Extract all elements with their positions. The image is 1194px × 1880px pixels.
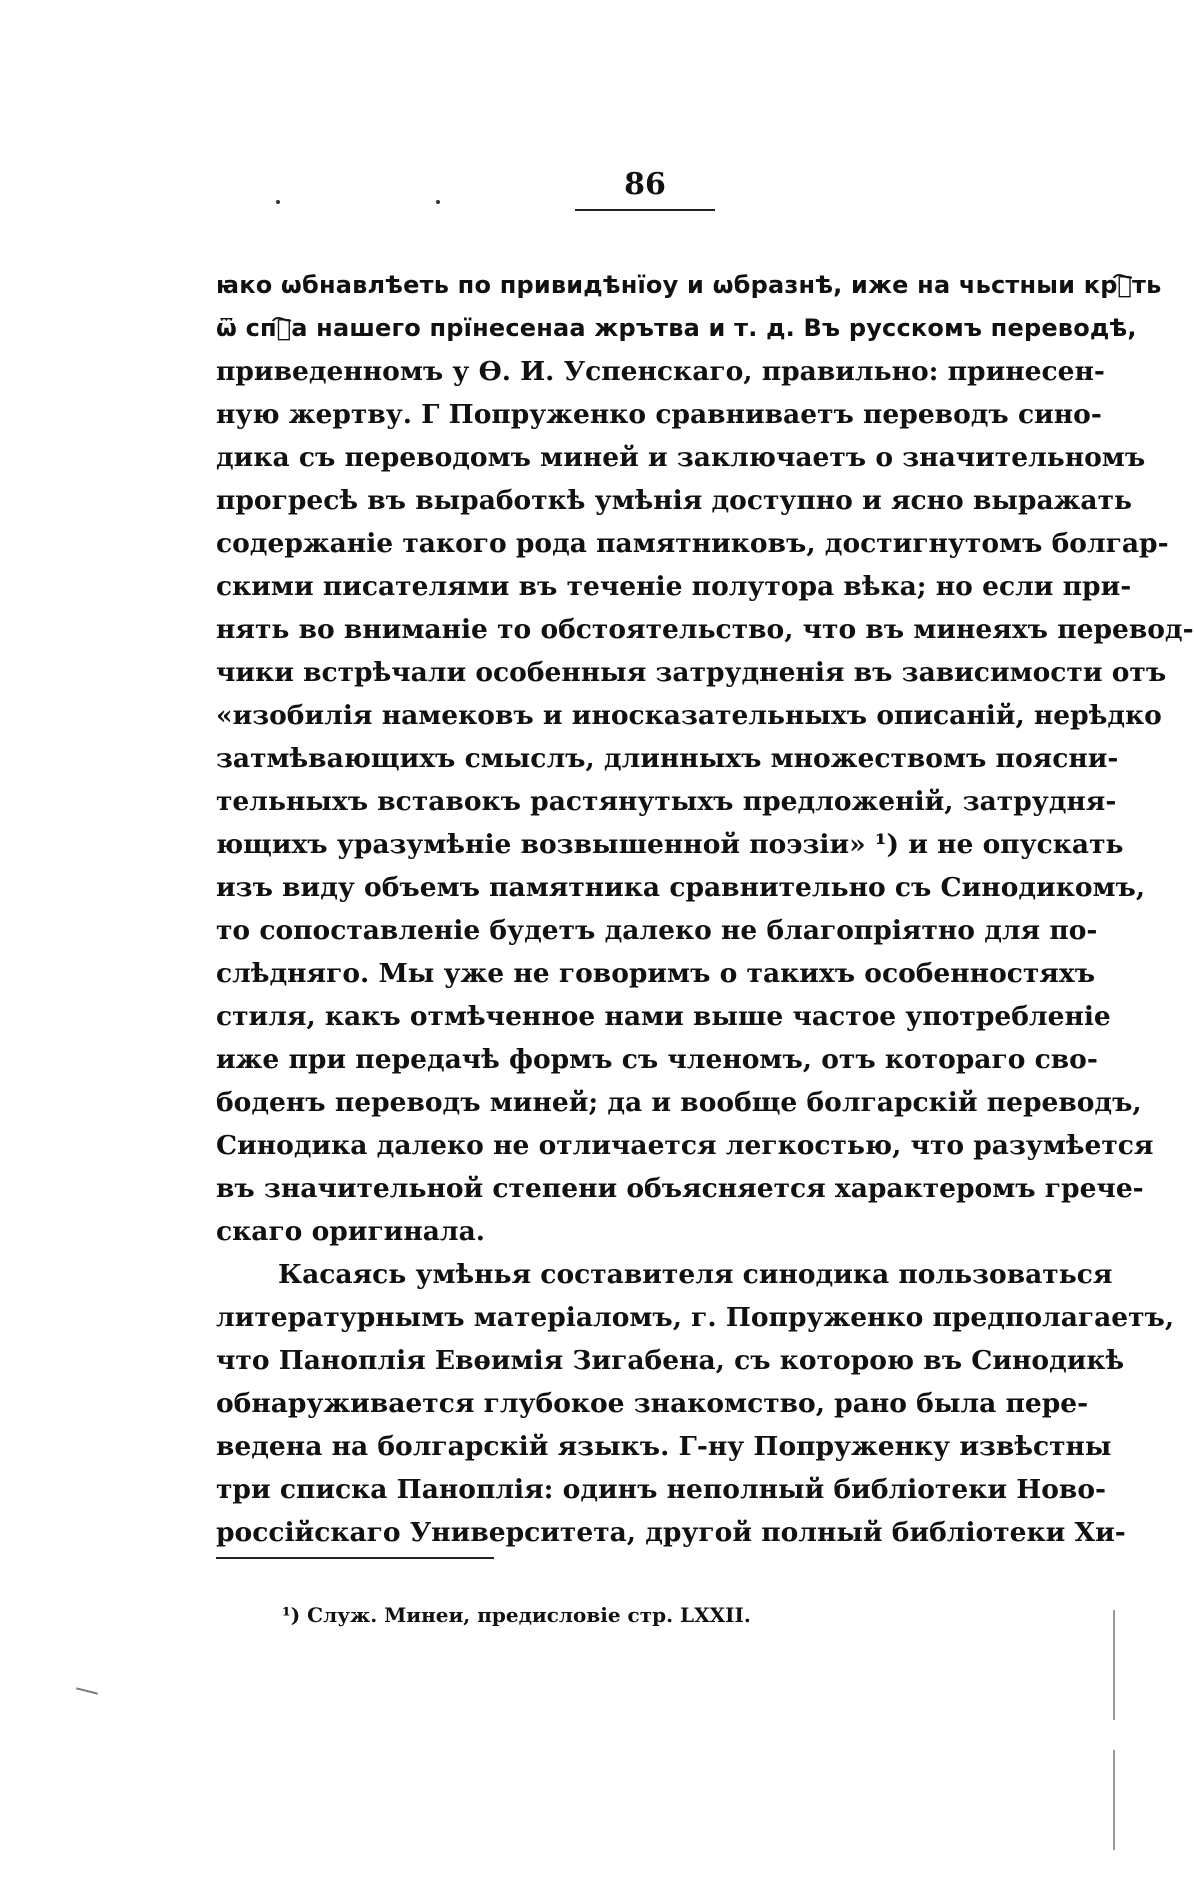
- text-line: то сопоставленіе будетъ далеко не благопріятно для по-: [216, 915, 1098, 946]
- text-line: ѿ спⷭ҇а нашего прїнесенаа жрътва и т. д. Въ русскомъ переводѣ,: [216, 314, 1137, 342]
- text-line: ную жертву. Г Попруженко сравниваетъ переводъ сино-: [216, 399, 1102, 430]
- text-line: изъ виду объемъ памятника сравнительно съ Синодикомъ,: [216, 872, 1146, 903]
- text-line: прогресѣ въ выработкѣ умѣнія доступно и ясно выражать: [216, 485, 1132, 516]
- text-line: нять во вниманіе то обстоятельство, что въ минеяхъ перевод-: [216, 614, 1194, 645]
- text-line: дика съ переводомъ миней и заключаетъ о значительномъ: [216, 442, 1146, 473]
- text-line: въ значительной степени объясняется характеромъ грече-: [216, 1173, 1144, 1204]
- text-line: приведенномъ у Ѳ. И. Успенскаго, правильно: принесен-: [216, 356, 1105, 387]
- scan-edge: [1113, 1610, 1115, 1720]
- text-line: три списка Паноплія: одинъ неполный библіотеки Ново-: [216, 1474, 1107, 1505]
- text-line: Синодика далеко не отличается легкостью, что разумѣется: [216, 1130, 1154, 1161]
- text-line: тельныхъ вставокъ растянутыхъ предложеній, затрудня-: [216, 786, 1117, 817]
- scan-edge: [1113, 1750, 1115, 1850]
- stray-mark: [436, 200, 440, 204]
- text-line: россійскаго Университета, другой полный библіотеки Хи-: [216, 1517, 1126, 1548]
- text-line: затмѣвающихъ смыслъ, длинныхъ множествомъ поясни-: [216, 743, 1119, 774]
- text-line: ꙗко ѡбнавлѣеть по привидѣнїоу и ѡбразнѣ, иже на чьстныи крⷭ҇ть: [216, 271, 1162, 299]
- text-line: ведена на болгарскій языкъ. Г-ну Попруженку извѣстны: [216, 1431, 1112, 1462]
- page-number: 86: [624, 167, 666, 202]
- text-line: ющихъ уразумѣніе возвышенной поэзіи» ¹) и не опускать: [216, 829, 1124, 860]
- stray-mark: [276, 200, 280, 204]
- body-text: [216, 264, 1194, 1554]
- text-line: чики встрѣчали особенныя затрудненія въ зависимости отъ: [216, 657, 1167, 688]
- header-rule: [575, 209, 715, 211]
- text-line: иже при передачѣ формъ съ членомъ, отъ котораго сво-: [216, 1044, 1098, 1075]
- text-line: содержаніе такого рода памятниковъ, достигнутомъ болгар-: [216, 528, 1169, 559]
- paragraph-start-line: Касаясь умѣнья составителя синодика пользоваться: [278, 1259, 1113, 1290]
- text-line: стиля, какъ отмѣченное нами выше частое употребленіе: [216, 1001, 1111, 1032]
- text-line: литературнымъ матеріаломъ, г. Попруженко предполагаетъ,: [216, 1302, 1175, 1333]
- footnote: ¹) Служ. Минеи, предисловіе стр. LXXII.: [282, 1603, 751, 1627]
- text-line: обнаруживается глубокое знакомство, рано была пере-: [216, 1388, 1089, 1419]
- scan-artifact: [76, 1687, 98, 1694]
- text-line: «изобилія намековъ и иносказательныхъ описаній, нерѣдко: [216, 700, 1162, 731]
- text-line: слѣдняго. Мы уже не говоримъ о такихъ особенностяхъ: [216, 958, 1096, 989]
- text-line: боденъ переводъ миней; да и вообще болгарскій переводъ,: [216, 1087, 1142, 1118]
- text-line: что Паноплія Евѳимія Зигабена, съ которою въ Синодикѣ: [216, 1345, 1125, 1376]
- text-line: скими писателями въ теченіе полутора вѣка; но если при-: [216, 571, 1132, 602]
- footnote-rule: [216, 1557, 494, 1559]
- paragraph-end-line: скаго оригинала.: [216, 1216, 485, 1247]
